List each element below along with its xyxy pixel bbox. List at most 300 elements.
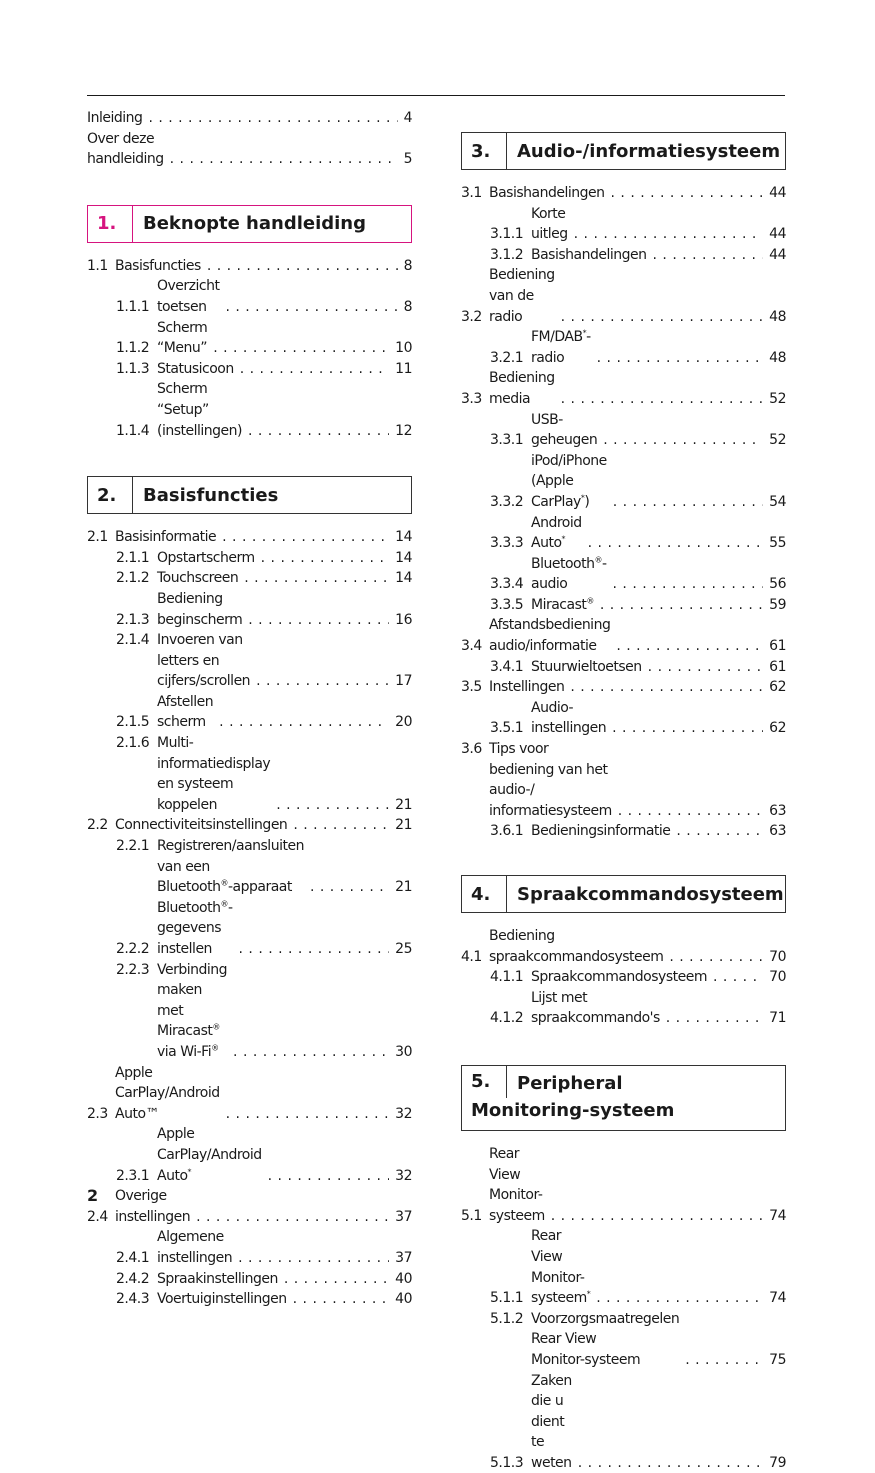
entry-title: Overzicht toetsen bbox=[157, 276, 219, 317]
toc-section-2 bbox=[87, 527, 412, 1310]
leader-dots bbox=[666, 1008, 763, 1029]
page-number: 2 bbox=[87, 1186, 98, 1205]
entry-number: 3.1 bbox=[461, 183, 489, 204]
toc-right-column bbox=[461, 132, 786, 1473]
toc-entry[interactable] bbox=[87, 1063, 412, 1125]
entry-title: Spraakinstellingen bbox=[157, 1269, 278, 1290]
entry-page: 56 bbox=[769, 574, 786, 595]
section-number: 2. bbox=[88, 477, 133, 513]
entry-page: 4 bbox=[404, 108, 412, 129]
entry-number: 2.2.3 bbox=[116, 960, 157, 981]
entry-number: 1.1.3 bbox=[116, 359, 157, 380]
leader-dots bbox=[233, 1042, 389, 1063]
toc-entry[interactable] bbox=[461, 926, 786, 967]
entry-page: 59 bbox=[769, 595, 786, 616]
entry-page: 61 bbox=[769, 657, 786, 678]
entry-number: 3.3.5 bbox=[490, 595, 531, 616]
entry-title: Scherm “Setup” (instellingen) bbox=[157, 379, 242, 441]
entry-title-part: Bluetooth bbox=[157, 879, 220, 895]
toc-entry[interactable] bbox=[87, 898, 412, 960]
entry-page: 52 bbox=[769, 389, 786, 410]
toc-section-3 bbox=[461, 183, 786, 842]
entry-page: 62 bbox=[769, 677, 786, 698]
leader-dots bbox=[293, 815, 389, 836]
entry-title: Opstartscherm bbox=[157, 548, 255, 569]
entry-page: 62 bbox=[769, 718, 786, 739]
toc-entry[interactable] bbox=[87, 318, 412, 359]
entry-title bbox=[531, 451, 607, 513]
entry-title-line2: cijfers/scrollen bbox=[157, 671, 250, 692]
asterisk-mark: * bbox=[587, 1289, 591, 1298]
entry-number: 3.6 bbox=[461, 739, 489, 760]
entry-title bbox=[489, 739, 612, 821]
toc-entry[interactable] bbox=[461, 204, 786, 245]
entry-page: 21 bbox=[395, 877, 412, 898]
entry-title-line1: Registreren/aansluiten van een bbox=[157, 836, 304, 877]
registered-mark: ® bbox=[594, 555, 602, 564]
entry-title: Audio-instellingen bbox=[531, 698, 606, 739]
entry-title bbox=[157, 898, 233, 960]
entry-title: Basishandelingen bbox=[489, 183, 605, 204]
section-title: Audio-/informatiesysteem bbox=[507, 141, 780, 162]
leader-dots bbox=[588, 533, 764, 554]
section-header-4[interactable] bbox=[461, 875, 786, 913]
entry-title-part: ) bbox=[584, 494, 589, 510]
entry-title bbox=[157, 733, 270, 815]
entry-page: 61 bbox=[769, 636, 786, 657]
entry-title bbox=[157, 1124, 262, 1186]
toc-entry[interactable] bbox=[87, 630, 412, 692]
entry-page: 54 bbox=[769, 492, 786, 513]
entry-title-line1: Multi-informatiedisplay en systeem bbox=[157, 733, 270, 795]
entry-title-part: Rear View Monitor-systeem bbox=[531, 1228, 587, 1306]
leader-dots bbox=[603, 430, 763, 451]
entry-page: 40 bbox=[395, 1289, 412, 1310]
toc-entry[interactable] bbox=[87, 568, 412, 589]
toc-entry[interactable] bbox=[461, 513, 786, 554]
entry-number: 5.1.2 bbox=[490, 1309, 531, 1330]
entry-title: Touchscreen bbox=[157, 568, 238, 589]
toc-entry[interactable] bbox=[87, 379, 412, 441]
entry-page: 71 bbox=[769, 1008, 786, 1029]
leader-dots bbox=[561, 389, 764, 410]
entry-title: Voertuiginstellingen bbox=[157, 1289, 287, 1310]
entry-title: Statusicoon bbox=[157, 359, 234, 380]
toc-entry[interactable] bbox=[461, 410, 786, 451]
entry-number: 1.1.2 bbox=[116, 338, 157, 359]
leader-dots bbox=[648, 657, 764, 678]
entry-title: Apple CarPlay/Android Auto™ bbox=[115, 1063, 220, 1125]
toc-entry[interactable] bbox=[461, 615, 786, 656]
entry-title: Inleiding bbox=[87, 108, 142, 129]
toc-entry[interactable] bbox=[87, 276, 412, 317]
toc-entry[interactable] bbox=[461, 967, 786, 988]
toc-entry[interactable] bbox=[87, 1186, 412, 1227]
asterisk-mark: * bbox=[562, 534, 566, 543]
entry-title-part: Apple CarPlay/Android Auto bbox=[157, 1126, 262, 1183]
toc-entry[interactable] bbox=[87, 589, 412, 630]
toc-entry-over-deze-handleiding[interactable] bbox=[87, 129, 412, 170]
leader-dots bbox=[284, 1269, 389, 1290]
toc-entry[interactable] bbox=[461, 368, 786, 409]
leader-dots bbox=[244, 568, 389, 589]
entry-number: 5.1.1 bbox=[490, 1288, 531, 1309]
entry-title: Afstellen scherm bbox=[157, 692, 213, 733]
entry-title: Korte uitleg bbox=[531, 204, 568, 245]
entry-title-part: -audio bbox=[531, 556, 607, 593]
entry-page: 12 bbox=[395, 421, 412, 442]
leader-dots bbox=[713, 967, 763, 988]
toc-entry[interactable] bbox=[461, 1309, 786, 1371]
entry-page: 48 bbox=[769, 348, 786, 369]
leader-dots bbox=[293, 1289, 390, 1310]
section-title: Basisfuncties bbox=[133, 485, 278, 506]
toc-entry[interactable] bbox=[461, 657, 786, 678]
entry-number: 3.1.1 bbox=[490, 224, 531, 245]
entry-page: 21 bbox=[395, 795, 412, 816]
entry-number: 2.2 bbox=[87, 815, 115, 836]
entry-title bbox=[531, 595, 594, 616]
section-number: 4. bbox=[462, 876, 507, 912]
section-title: Beknopte handleiding bbox=[133, 213, 366, 234]
entry-page: 25 bbox=[395, 939, 412, 960]
entry-title: Bediening spraakcommandosysteem bbox=[489, 926, 663, 967]
leader-dots bbox=[570, 677, 763, 698]
registered-mark: ® bbox=[211, 1043, 219, 1052]
entry-page: 30 bbox=[395, 1042, 412, 1063]
entry-title-line1: Voorzorgsmaatregelen Rear View bbox=[531, 1309, 679, 1350]
leader-dots bbox=[669, 947, 763, 968]
registered-mark: ® bbox=[220, 899, 228, 908]
entry-title-line2: informatiesysteem bbox=[489, 801, 612, 822]
entry-number: 3.5 bbox=[461, 677, 489, 698]
section-header-2[interactable] bbox=[87, 476, 412, 514]
entry-page: 21 bbox=[395, 815, 412, 836]
entry-page: 44 bbox=[769, 245, 786, 266]
entry-page: 79 bbox=[769, 1453, 786, 1473]
entry-number: 3.3.4 bbox=[490, 574, 531, 595]
toc-section-4 bbox=[461, 926, 786, 1029]
leader-dots bbox=[574, 224, 764, 245]
entry-page: 48 bbox=[769, 307, 786, 328]
toc-entry[interactable] bbox=[461, 698, 786, 739]
entry-title bbox=[531, 327, 591, 368]
entry-title: Zaken die u dient te weten bbox=[531, 1371, 572, 1473]
leader-dots bbox=[226, 1104, 390, 1125]
entry-title-part: Bluetooth bbox=[531, 556, 594, 572]
leader-dots bbox=[248, 610, 389, 631]
leader-dots bbox=[616, 636, 763, 657]
entry-number: 2.1.1 bbox=[116, 548, 157, 569]
asterisk-mark: * bbox=[581, 493, 585, 502]
entry-number: 2.1.5 bbox=[116, 712, 157, 733]
leader-dots bbox=[207, 256, 398, 277]
entry-title: Lijst met spraakcommando's bbox=[531, 988, 660, 1029]
entry-title: Basisfuncties bbox=[115, 256, 201, 277]
leader-dots bbox=[196, 1207, 389, 1228]
entry-title: Spraakcommandosysteem bbox=[531, 967, 707, 988]
entry-number: 2.4.2 bbox=[116, 1269, 157, 1290]
entry-page: 37 bbox=[395, 1207, 412, 1228]
entry-title bbox=[157, 960, 227, 1063]
entry-number: 4.1 bbox=[461, 947, 489, 968]
entry-page: 44 bbox=[769, 224, 786, 245]
entry-title-part: -radio bbox=[531, 329, 591, 366]
entry-title: Scherm “Menu” bbox=[157, 318, 207, 359]
entry-title-line1: Tips voor bediening van het audio-/ bbox=[489, 739, 612, 801]
leader-dots bbox=[685, 1350, 763, 1371]
leader-dots bbox=[170, 149, 398, 170]
leader-dots bbox=[600, 595, 763, 616]
entry-number: 3.3.2 bbox=[490, 492, 531, 513]
toc-entry[interactable] bbox=[87, 733, 412, 815]
entry-title bbox=[531, 1226, 590, 1308]
entry-title: Algemene instellingen bbox=[157, 1227, 232, 1268]
entry-title-part: FM/DAB bbox=[531, 329, 583, 345]
leader-dots bbox=[222, 527, 389, 548]
entry-page: 14 bbox=[395, 568, 412, 589]
entry-title-line2: Monitor-systeem bbox=[531, 1350, 679, 1371]
section-number: 3. bbox=[462, 133, 507, 169]
entry-page: 70 bbox=[769, 947, 786, 968]
toc-entry[interactable] bbox=[461, 677, 786, 698]
leader-dots bbox=[276, 795, 389, 816]
leader-dots bbox=[561, 307, 764, 328]
leader-dots bbox=[219, 712, 389, 733]
entry-number: 2.4 bbox=[87, 1207, 115, 1228]
registered-mark: ® bbox=[220, 879, 228, 888]
entry-number: 2.3 bbox=[87, 1104, 115, 1125]
entry-number: 5.1.3 bbox=[490, 1453, 531, 1473]
entry-title bbox=[157, 630, 250, 692]
leader-dots bbox=[213, 338, 389, 359]
entry-number: 3.4.1 bbox=[490, 657, 531, 678]
toc-entry[interactable] bbox=[461, 1226, 786, 1308]
entry-title bbox=[531, 513, 582, 554]
entry-title: Bedieningsinformatie bbox=[531, 821, 670, 842]
entry-page: 75 bbox=[769, 1350, 786, 1371]
entry-number: 3.2.1 bbox=[490, 348, 531, 369]
entry-number: 1.1.1 bbox=[116, 297, 157, 318]
leader-dots bbox=[248, 421, 389, 442]
entry-title-part: -gegevens instellen bbox=[157, 900, 233, 957]
entry-title: USB-geheugen bbox=[531, 410, 597, 451]
entry-number: 3.5.1 bbox=[490, 718, 531, 739]
leader-dots bbox=[653, 245, 764, 266]
leader-dots bbox=[618, 801, 763, 822]
toc-entry[interactable] bbox=[461, 595, 786, 616]
toc-entry[interactable] bbox=[461, 988, 786, 1029]
entry-page: 16 bbox=[395, 610, 412, 631]
entry-title-part: Android Auto bbox=[531, 515, 582, 552]
entry-title: Bediening media bbox=[489, 368, 555, 409]
toc-entry[interactable] bbox=[461, 554, 786, 595]
toc-entry[interactable] bbox=[461, 327, 786, 368]
entry-number: 2.1.6 bbox=[116, 733, 157, 754]
toc-entry[interactable] bbox=[87, 256, 412, 277]
leader-dots bbox=[310, 877, 389, 898]
entry-title: Overige instellingen bbox=[115, 1186, 190, 1227]
entry-number: 3.2 bbox=[461, 307, 489, 328]
section-title-line2: Monitoring-systeem bbox=[471, 1100, 674, 1121]
leader-dots bbox=[256, 671, 389, 692]
leader-dots bbox=[261, 548, 390, 569]
toc-entry[interactable] bbox=[461, 265, 786, 327]
leader-dots bbox=[268, 1166, 390, 1187]
entry-title-line2 bbox=[157, 877, 304, 898]
entry-title-part: iPod/iPhone (Apple CarPlay bbox=[531, 453, 607, 510]
entry-number: 3.6.1 bbox=[490, 821, 531, 842]
toc-entry[interactable] bbox=[461, 1144, 786, 1226]
top-rule bbox=[87, 95, 785, 96]
section-number: 5. bbox=[462, 1066, 507, 1098]
toc-entry[interactable] bbox=[461, 245, 786, 266]
entry-number: 5.1 bbox=[461, 1206, 489, 1227]
section-title-line1: Peripheral bbox=[507, 1066, 623, 1094]
leader-dots bbox=[597, 348, 764, 369]
entry-page: 40 bbox=[395, 1269, 412, 1290]
entry-page: 63 bbox=[769, 821, 786, 842]
toc-entry[interactable] bbox=[87, 548, 412, 569]
entry-title-line2 bbox=[157, 1042, 227, 1063]
entry-number: 4.1.1 bbox=[490, 967, 531, 988]
entry-number: 1.1 bbox=[87, 256, 115, 277]
leader-dots bbox=[239, 939, 390, 960]
entry-page: 11 bbox=[395, 359, 412, 380]
entry-title: Afstandsbediening audio/informatie bbox=[489, 615, 610, 656]
entry-number: 3.1.2 bbox=[490, 245, 531, 266]
leader-dots bbox=[225, 297, 397, 318]
entry-title: Stuurwieltoetsen bbox=[531, 657, 642, 678]
entry-number: 2.1.4 bbox=[116, 630, 157, 651]
leader-dots bbox=[148, 108, 397, 129]
toc-entry[interactable] bbox=[87, 960, 412, 1063]
entry-number: 2.2.1 bbox=[116, 836, 157, 857]
toc-entry[interactable] bbox=[461, 821, 786, 842]
leader-dots bbox=[676, 821, 763, 842]
entry-number: 2.4.3 bbox=[116, 1289, 157, 1310]
leader-dots bbox=[612, 718, 763, 739]
entry-title bbox=[531, 1309, 679, 1371]
entry-title-part: via Wi-Fi bbox=[157, 1044, 211, 1060]
entry-number: 3.3.1 bbox=[490, 430, 531, 451]
entry-page: 63 bbox=[769, 801, 786, 822]
section-header-1[interactable] bbox=[87, 205, 412, 243]
entry-page: 8 bbox=[404, 256, 412, 277]
entry-title: Instellingen bbox=[489, 677, 564, 698]
entry-title: Basishandelingen bbox=[531, 245, 647, 266]
toc-entry[interactable] bbox=[87, 1124, 412, 1186]
asterisk-mark: * bbox=[188, 1167, 192, 1176]
entry-title: Connectiviteitsinstellingen bbox=[115, 815, 287, 836]
toc-entry[interactable] bbox=[87, 836, 412, 898]
leader-dots bbox=[596, 1288, 763, 1309]
entry-page: 74 bbox=[769, 1206, 786, 1227]
entry-title: Basisinformatie bbox=[115, 527, 216, 548]
entry-title-part: Verbinding maken met Miracast bbox=[157, 962, 227, 1040]
entry-page: 55 bbox=[769, 533, 786, 554]
toc-entry[interactable] bbox=[87, 527, 412, 548]
entry-page: 14 bbox=[395, 527, 412, 548]
toc-entry[interactable] bbox=[87, 815, 412, 836]
entry-number: 4.1.2 bbox=[490, 1008, 531, 1029]
entry-title-line2: koppelen bbox=[157, 795, 270, 816]
toc-entry[interactable] bbox=[461, 1371, 786, 1473]
entry-page: 32 bbox=[395, 1166, 412, 1187]
entry-title: Bediening beginscherm bbox=[157, 589, 242, 630]
intro-list bbox=[87, 108, 412, 170]
entry-title-part: Miracast bbox=[531, 597, 586, 613]
entry-number: 1.1.4 bbox=[116, 421, 157, 442]
leader-dots bbox=[240, 359, 389, 380]
entry-page: 74 bbox=[769, 1288, 786, 1309]
entry-title: Rear View Monitor-systeem bbox=[489, 1144, 545, 1226]
entry-number: 2.2.2 bbox=[116, 939, 157, 960]
entry-number: 3.4 bbox=[461, 636, 489, 657]
toc-entry[interactable] bbox=[87, 1227, 412, 1268]
registered-mark: ® bbox=[212, 1023, 220, 1032]
entry-page: 44 bbox=[769, 183, 786, 204]
entry-page: 10 bbox=[395, 338, 412, 359]
entry-title bbox=[157, 836, 304, 898]
leader-dots bbox=[613, 574, 764, 595]
section-title: Spraakcommandosysteem bbox=[507, 884, 784, 905]
toc-entry[interactable] bbox=[461, 451, 786, 513]
leader-dots bbox=[578, 1453, 763, 1473]
leader-dots bbox=[551, 1206, 763, 1227]
entry-page: 14 bbox=[395, 548, 412, 569]
toc-entry[interactable] bbox=[87, 359, 412, 380]
entry-number: 3.3.3 bbox=[490, 533, 531, 554]
entry-title: Bediening van de radio bbox=[489, 265, 555, 327]
toc-left-column bbox=[87, 108, 412, 1310]
entry-title: Over deze handleiding bbox=[87, 129, 164, 170]
toc-entry[interactable] bbox=[87, 692, 412, 733]
leader-dots bbox=[611, 183, 764, 204]
entry-title-part: -apparaat bbox=[228, 879, 292, 895]
section-header-5[interactable] bbox=[461, 1065, 786, 1131]
entry-number: 2.1.3 bbox=[116, 610, 157, 631]
entry-number: 3.3 bbox=[461, 389, 489, 410]
entry-page: 20 bbox=[395, 712, 412, 733]
asterisk-mark: * bbox=[583, 329, 587, 338]
entry-page: 8 bbox=[404, 297, 412, 318]
entry-title-line1 bbox=[157, 960, 227, 1042]
entry-title bbox=[531, 554, 607, 595]
entry-page: 70 bbox=[769, 967, 786, 988]
entry-page: 17 bbox=[395, 671, 412, 692]
entry-page: 5 bbox=[404, 149, 412, 170]
toc-entry[interactable] bbox=[461, 183, 786, 204]
entry-page: 32 bbox=[395, 1104, 412, 1125]
section-header-3[interactable] bbox=[461, 132, 786, 170]
toc-section-5 bbox=[461, 1144, 786, 1473]
entry-page: 37 bbox=[395, 1248, 412, 1269]
toc-entry[interactable] bbox=[87, 1289, 412, 1310]
entry-title-part: Bluetooth bbox=[157, 900, 220, 916]
leader-dots bbox=[238, 1248, 389, 1269]
toc-section-1 bbox=[87, 256, 412, 441]
entry-title-line1: Invoeren van letters en bbox=[157, 630, 250, 671]
entry-number: 2.1 bbox=[87, 527, 115, 548]
entry-number: 2.4.1 bbox=[116, 1248, 157, 1269]
entry-page: 52 bbox=[769, 430, 786, 451]
toc-entry-inleiding[interactable] bbox=[87, 108, 412, 129]
toc-entry[interactable] bbox=[87, 1269, 412, 1290]
registered-mark: ® bbox=[586, 596, 594, 605]
leader-dots bbox=[613, 492, 763, 513]
toc-entry[interactable] bbox=[461, 739, 786, 821]
